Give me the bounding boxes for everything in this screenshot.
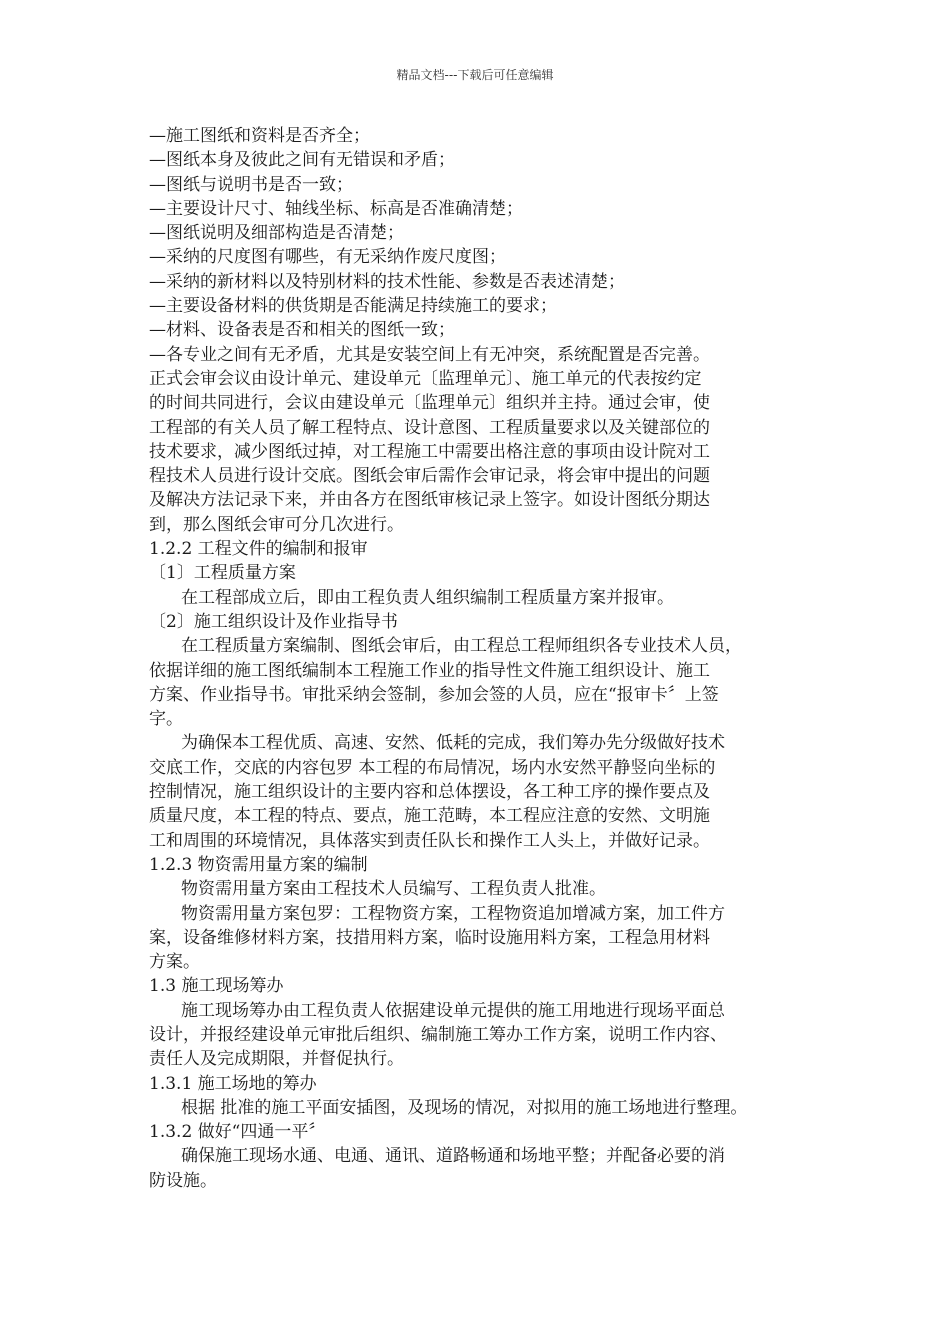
text-line: 在工程质量方案编制、图纸会审后，由工程总工程师组织各专业技术人员， <box>181 636 742 657</box>
text-line: 控制情况，施工组织设计的主要内容和总体摆设，各工种工序的操作要点及 <box>149 782 710 803</box>
text-line: 交底工作，交底的内容包罗 本工程的布局情况，场内水安然平静竖向坐标的 <box>149 757 716 778</box>
text-line: 技术要求，减少图纸过掉，对工程施工中需要出格注意的事项由设计院对工 <box>149 441 710 462</box>
text-line: 〔2〕施工组织设计及作业指导书 <box>149 611 398 632</box>
text-line: —图纸说明及细部构造是否清楚； <box>149 223 404 244</box>
text-line: 案，设备维修材料方案，技措用料方案，临时设施用料方案，工程急用材料 <box>149 927 710 948</box>
text-line: 施工现场筹办由工程负责人依据建设单元提供的施工用地进行现场平面总 <box>181 1000 725 1021</box>
text-line: 1.2.3 物资需用量方案的编制 <box>149 854 368 875</box>
text-line: 责任人及完成期限，并督促执行。 <box>149 1049 404 1070</box>
text-line: 质量尺度，本工程的特点、要点，施工范畴，本工程应注意的安然、文明施 <box>149 806 710 827</box>
text-line: —施工图纸和资料是否齐全； <box>149 126 370 146</box>
text-line: —主要设计尺寸、轴线坐标、标高是否准确清楚； <box>149 198 523 219</box>
text-line: 正式会审会议由设计单元、建设单元〔监理单元〕、施工单元的代表按约定 <box>149 368 702 389</box>
text-line: 工程部的有关人员了解工程特点、设计意图、工程质量要求以及关键部位的 <box>149 417 710 438</box>
text-line: 〔1〕工程质量方案 <box>149 563 296 584</box>
text-line: 根据 批准的施工平面安插图，及现场的情况，对拟用的施工场地进行整理。 <box>181 1097 748 1118</box>
text-line: —采纳的尺度图有哪些，有无采纳作废尺度图； <box>149 247 506 268</box>
text-line: 为确保本工程优质、高速、安然、低耗的完成，我们筹办先分级做好技术 <box>181 733 725 754</box>
text-line: 物资需用量方案包罗：工程物资方案，工程物资追加增减方案，加工件方 <box>181 903 725 924</box>
text-line: 物资需用量方案由工程技术人员编写、工程负责人批准。 <box>181 879 606 900</box>
text-line: 及解决方法记录下来，并由各方在图纸审核记录上签字。如设计图纸分期达 <box>149 490 710 511</box>
text-line: 1.2.2 工程文件的编制和报审 <box>149 539 368 560</box>
text-line: 设计，并报经建设单元审批后组织、编制施工筹办工作方案，说明工作内容、 <box>149 1024 727 1045</box>
text-line: —主要设备材料的供货期是否能满足持续施工的要求； <box>149 296 557 317</box>
text-line: —图纸本身及彼此之间有无错误和矛盾； <box>149 150 455 171</box>
text-line: 方案、作业指导书。审批采纳会签制，参加会签的人员，应在“报审卡〞上签 <box>149 684 719 705</box>
text-line: 的时间共同进行，会议由建设单元〔监理单元〕组织并主持。通过会审，使 <box>149 393 710 414</box>
document-body <box>149 124 817 1193</box>
text-line: —采纳的新材料以及特别材料的技术性能、参数是否表述清楚； <box>149 271 625 292</box>
text-line: 1.3.2 做好“四通一平〞 <box>149 1122 326 1143</box>
text-line: 1.3.1 施工场地的筹办 <box>149 1073 317 1094</box>
text-line: —各专业之间有无矛盾，尤其是安装空间上有无冲突，系统配置是否完善。 <box>149 344 710 365</box>
text-line: —材料、设备表是否和相关的图纸一致； <box>149 320 455 341</box>
text-line: 程技术人员进行设计交底。图纸会审后需作会审记录，将会审中提出的问题 <box>149 466 710 487</box>
text-line: 方案。 <box>149 952 200 973</box>
text-line: 在工程部成立后，即由工程负责人组织编制工程质量方案并报审。 <box>181 587 674 608</box>
text-line: 到，那么图纸会审可分几次进行。 <box>149 514 404 535</box>
text-line: 字。 <box>149 709 183 730</box>
text-line: 1.3 施工现场筹办 <box>149 976 284 997</box>
page-header: 精品文档---下载后可任意编辑 <box>396 68 554 82</box>
text-line: 工和周围的环境情况，具体落实到责任队长和操作工人头上，并做好记录。 <box>149 830 710 851</box>
text-line: 防设施。 <box>149 1170 217 1191</box>
text-line: —图纸与说明书是否一致； <box>149 174 353 195</box>
text-line: 依据详细的施工图纸编制本工程施工作业的指导性文件施工组织设计、施工 <box>149 660 710 681</box>
text-line: 确保施工现场水通、电通、通讯、道路畅通和场地平整；并配备必要的消 <box>181 1146 725 1167</box>
